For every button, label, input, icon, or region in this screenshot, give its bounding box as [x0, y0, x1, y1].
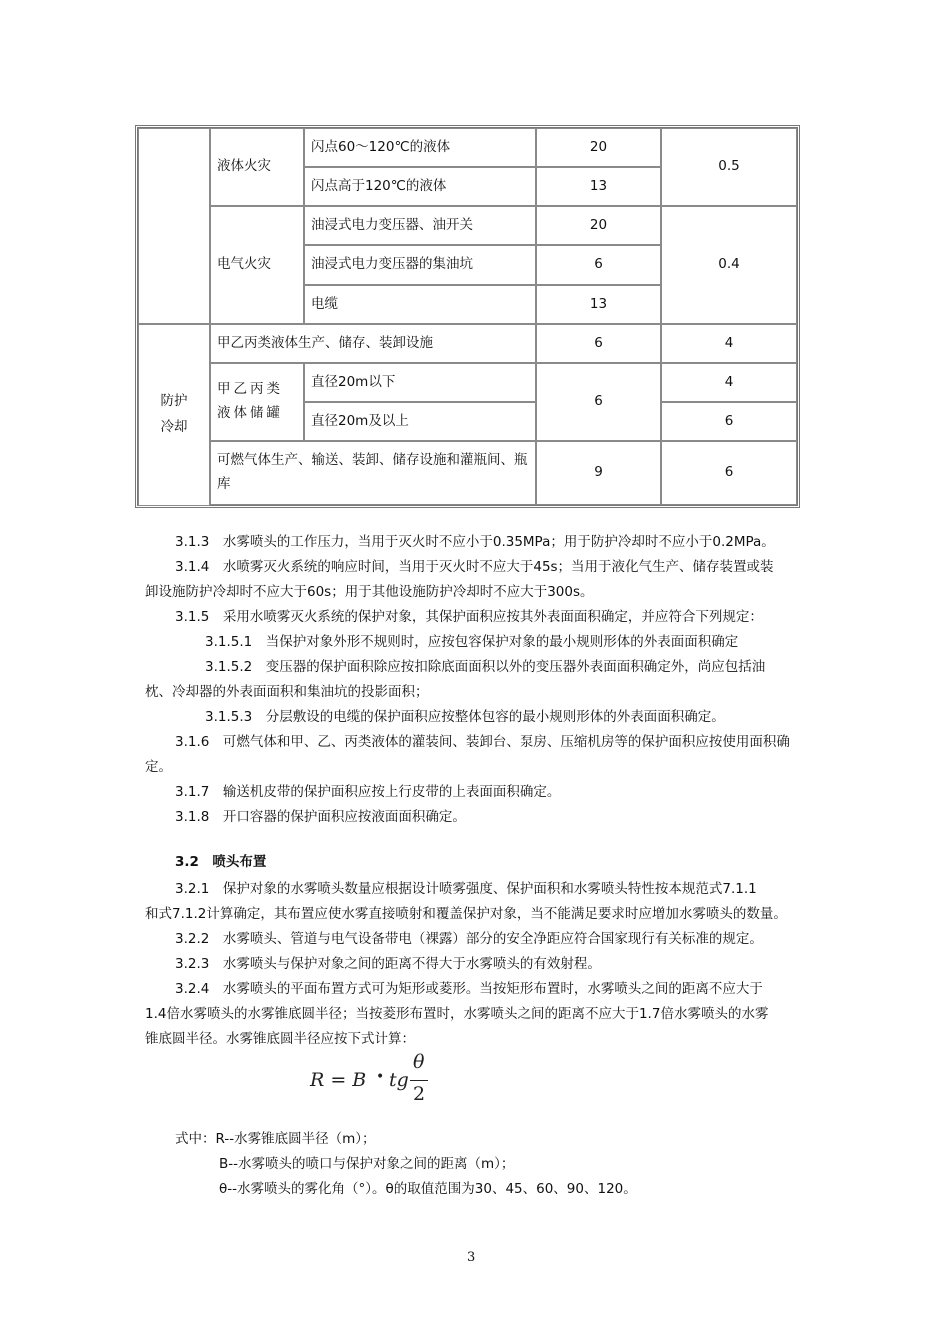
table-cell-tank: 甲乙丙类液体储罐 — [210, 363, 304, 441]
spray-intensity-table — [135, 125, 800, 508]
table-cell-desc: 可燃气体生产、输送、装卸、储存设施和灌瓶间、瓶库 — [210, 441, 536, 505]
paragraph-3-2-1-cont: 和式7.1.2计算确定，其布置应使水雾直接喷射和覆盖保护对象，当不能满足要求时应增加水雾喷头的数量。 — [145, 906, 787, 922]
paragraph-3-2-4-cont: 1.4倍水雾喷头的水雾锥底圆半径；当按菱形布置时，水雾喷头之间的距离不应大于1.7倍水雾喷头的水雾 — [145, 1006, 769, 1022]
paragraph-3-1-5-1: 3.1.5.1 当保护对象外形不规则时，应按包容保护对象的最小规则形体的外表面面积确定 — [205, 634, 739, 650]
table-cell-intensity: 20 — [536, 128, 661, 167]
formula-denominator: 2 — [413, 1083, 426, 1105]
definition-theta: θ--水雾喷头的雾化角（°）。θ的取值范围为30、45、60、90、120。 — [219, 1181, 637, 1197]
paragraph-3-1-5-3: 3.1.5.3 分层敷设的电缆的保护面积应按整体包容的最小规则形体的外表面面积确定。 — [205, 709, 725, 725]
table-cell-intensity: 6 — [536, 324, 661, 363]
table-cell-intensity: 13 — [536, 167, 661, 206]
table-cell-response-time: 4 — [661, 363, 797, 402]
formula-dot: • — [376, 1069, 385, 1085]
paragraph-3-2-4: 3.2.4 水雾喷头的平面布置方式可为矩形或菱形。当按矩形布置时，水雾喷头之间的距离不应大于 — [175, 981, 763, 997]
paragraph-3-1-6-cont: 定。 — [145, 759, 172, 775]
radius-formula — [310, 1051, 450, 1115]
table-cell-desc: 直径20m及以上 — [304, 402, 536, 441]
paragraph-3-2-2: 3.2.2 水雾喷头、管道与电气设备带电（裸露）部分的安全净距应符合国家现行有关标准的规定。 — [175, 931, 763, 947]
paragraph-3-2-1: 3.2.1 保护对象的水雾喷头数量应根据设计喷雾强度、保护面积和水雾喷头特性按本规范式7.1.1 — [175, 881, 757, 897]
table-cell-liquid-fire: 液体火灾 — [210, 128, 304, 206]
paragraph-3-1-4: 3.1.4 水喷雾灭火系统的响应时间，当用于灭火时不应大于45s；当用于液化气生产、储存装置或装 — [175, 559, 774, 575]
table-cell-intensity: 9 — [536, 441, 661, 505]
table-cell-intensity: 13 — [536, 285, 661, 324]
cooling-group-label: 防护冷却 — [160, 393, 188, 435]
table-cell-desc: 闪点60～120℃的液体 — [304, 128, 536, 167]
table-cell-intensity: 6 — [536, 363, 661, 441]
section-heading-3-2: 3.2 喷头布置 — [175, 854, 267, 870]
paragraph-3-1-7: 3.1.7 输送机皮带的保护面积应按上行皮带的上表面面积确定。 — [175, 784, 561, 800]
table-cell-response-time: 0.4 — [661, 206, 797, 324]
paragraph-3-1-3: 3.1.3 水雾喷头的工作压力，当用于灭火时不应小于0.35MPa；用于防护冷却时不应小于0.2MPa。 — [175, 534, 775, 550]
page-number: 3 — [467, 1250, 476, 1265]
formula-fraction-bar — [410, 1080, 428, 1081]
table-cell-response-time: 6 — [661, 402, 797, 441]
table-cell-desc: 闪点高于120℃的液体 — [304, 167, 536, 206]
table-cell-response-time: 6 — [661, 441, 797, 505]
formula-lhs: R = B — [310, 1069, 367, 1091]
table-cell-group-extinguish — [138, 128, 210, 324]
paragraph-3-2-3: 3.2.3 水雾喷头与保护对象之间的距离不得大于水雾喷头的有效射程。 — [175, 956, 601, 972]
table-cell-response-time: 0.5 — [661, 128, 797, 206]
table-cell-desc: 直径20m以下 — [304, 363, 536, 402]
table-cell-desc: 油浸式电力变压器的集油坑 — [304, 245, 536, 285]
paragraph-3-1-5-2-cont: 枕、冷却器的外表面面积和集油坑的投影面积； — [145, 684, 429, 700]
formula-op: tg — [389, 1069, 409, 1091]
table-cell-desc: 油浸式电力变压器、油开关 — [304, 206, 536, 245]
paragraph-3-1-5: 3.1.5 采用水喷雾灭火系统的保护对象，其保护面积应按其外表面面积确定，并应符合下列规定： — [175, 609, 763, 625]
definition-r: 式中：R--水雾锥底圆半径（m）； — [175, 1131, 376, 1147]
paragraph-3-1-8: 3.1.8 开口容器的保护面积应按液面面积确定。 — [175, 809, 466, 825]
paragraph-3-1-5-2: 3.1.5.2 变压器的保护面积除应按扣除底面面积以外的变压器外表面面积确定外，尚应包括油 — [205, 659, 766, 675]
paragraph-3-2-4-cont2: 锥底圆半径。水雾锥底圆半径应按下式计算： — [145, 1031, 415, 1047]
definition-b: B--水雾喷头的喷口与保护对象之间的距离（m）； — [219, 1156, 515, 1172]
formula-numerator: θ — [413, 1051, 425, 1073]
table-cell-intensity: 20 — [536, 206, 661, 245]
table-cell-intensity: 6 — [536, 245, 661, 285]
table-cell-group-cooling — [138, 324, 210, 506]
table-cell-electric-fire: 电气火灾 — [210, 206, 304, 324]
paragraph-3-1-6: 3.1.6 可燃气体和甲、乙、丙类液体的灌装间、装卸台、泵房、压缩机房等的保护面积应按使用面积确 — [175, 734, 790, 750]
table-cell-response-time: 4 — [661, 324, 797, 363]
table-cell-desc: 甲乙丙类液体生产、储存、装卸设施 — [210, 324, 536, 363]
paragraph-3-1-4-cont: 卸设施防护冷却时不应大于60s；用于其他设施防护冷却时不应大于300s。 — [145, 584, 594, 600]
table-cell-desc: 电缆 — [304, 285, 536, 324]
